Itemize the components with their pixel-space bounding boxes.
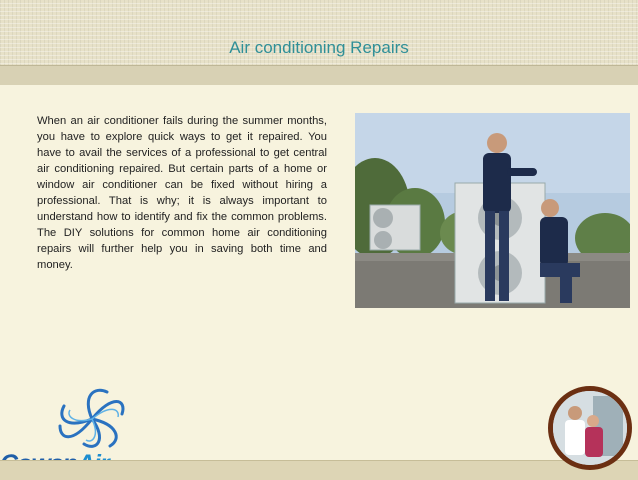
technicians-photo (355, 113, 630, 308)
logo-swirl-icon (52, 384, 132, 454)
thumbnail-photo (548, 386, 632, 470)
thumbnail-illustration (553, 391, 627, 465)
title-band (0, 0, 638, 85)
title-divider (0, 65, 638, 85)
bottom-band (0, 460, 638, 480)
photo-illustration (355, 113, 630, 308)
body-paragraph: When an air conditioner fails during the summer months, you have to explore quick ways to get it repaired. You have to avail the services of a professional to get central air conditioning repaired. But certain parts of a home or window air conditioner can be fixed without hiring a professional. That is why; it is always important to understand how to identify and fix the common problems. The DIY solutions for common home air conditioning repairs will further help you in saving both time and money. (37, 115, 327, 271)
slide-title: Air conditioning Repairs (229, 38, 409, 57)
